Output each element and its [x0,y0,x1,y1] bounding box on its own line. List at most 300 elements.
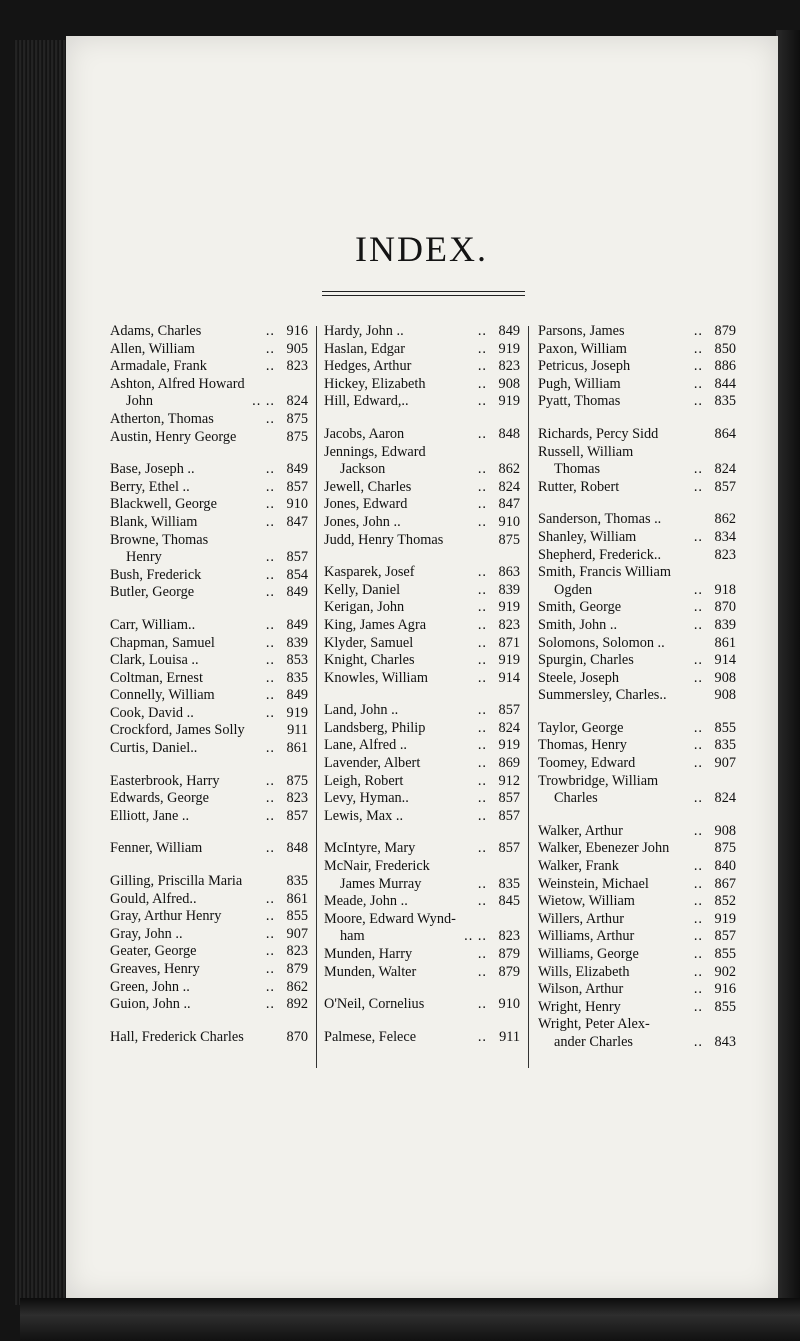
index-entry [324,582,520,600]
entry-page-number: 918 [714,581,736,598]
entry-name: Elliott, Jane .. [110,807,190,824]
entry-page-number: 843 [714,1033,736,1050]
entry-leader [633,444,710,462]
entry-leader: .. [477,564,487,581]
entry-name: Kerigan, John [324,599,405,616]
page-edge-right [776,30,800,1300]
entry-page-number [494,911,520,929]
entry-name: Chapman, Samuel [110,634,215,651]
entry-name: Hardy, John .. [324,323,404,339]
entry-page-number: 879 [286,961,308,977]
entry-name: Jacobs, Aaron [324,425,405,442]
index-entry [324,341,520,359]
index-entry [538,652,736,670]
entry-page-number: 857 [286,807,308,824]
entry-name: Clark, Louisa .. [110,652,199,669]
entry-page-number: 847 [498,496,520,513]
entry-name: Wills, Elizabeth [538,963,630,980]
entry-leader: .. [265,840,275,857]
index-entry [324,376,520,394]
entry-leader: .. [477,893,487,910]
entry-name: Kasparek, Josef [324,564,415,581]
entry-name: Connelly, William [110,687,215,704]
index-entry [110,549,308,567]
entry-page-number: 840 [714,858,736,875]
entry-leader: .. [693,893,703,910]
entry-page-number: 839 [498,581,520,598]
entry-name: Klyder, Samuel [324,634,414,651]
entry-gap [538,411,736,426]
index-entry [538,670,736,688]
entry-name: Hedges, Arthur [324,358,412,375]
entry-leader: .. [265,961,275,977]
entry-leader: .. [477,513,487,530]
entry-leader: .. [693,737,703,754]
index-entry [538,461,736,479]
entry-name: Palmese, Felece [324,1028,417,1045]
entry-leader [208,532,282,550]
entry-page-number: 907 [286,925,308,942]
index-entry [110,740,308,758]
entry-name: Gray, Arthur Henry [110,908,222,925]
entry-gap [110,758,308,773]
index-entry [110,496,308,514]
entry-page-number: 892 [286,996,308,1013]
entry-gap [110,602,308,617]
entry-page-number: 905 [286,340,308,357]
index-entry [538,911,736,929]
entry-page-number: 919 [286,704,308,721]
entry-page-number: 875 [714,840,736,857]
entry-leader: .. [477,737,487,754]
entry-name: Gould, Alfred.. [110,890,197,907]
entry-name: Crockford, James Solly [110,722,245,739]
entry-gap [110,858,308,873]
entry-page-number: 824 [286,393,308,410]
entry-leader: .. [477,340,487,357]
entry-page-number: 854 [286,566,308,583]
index-entry [110,891,308,909]
index-entry [110,514,308,532]
index-entry [324,702,520,720]
entry-leader: .. [265,978,275,995]
index-entry [324,514,520,532]
index-entry [538,617,736,635]
entry-name: Wright, Henry [538,998,621,1015]
entry-page-number: 910 [498,513,520,530]
entry-page-number [710,564,736,582]
index-entry [538,720,736,738]
entry-gap [324,981,520,996]
entry-name: Guion, John .. [110,996,191,1013]
entry-name: Weinstein, Michael [538,875,649,892]
entry-leader: .. [265,478,275,495]
entry-name: Summersley, Charles.. [538,687,667,704]
entry-name: Steele, Joseph [538,669,619,686]
entry-leader: .. [477,1028,487,1045]
entry-leader [426,444,494,462]
entry-name: Jones, Edward [324,496,408,513]
entry-name: Edwards, George [110,790,209,807]
index-entry [538,564,736,582]
entry-leader: .. [265,740,275,757]
entry-name: Henry [126,549,162,566]
entry-leader: .. [265,943,275,960]
entry-leader: .. [265,652,275,669]
entry-name: Easterbrook, Harry [110,772,220,789]
entry-name: Curtis, Daniel.. [110,740,198,757]
index-entry [324,426,520,444]
index-entry [324,790,520,808]
entry-gap [110,825,308,840]
entry-page-number: 919 [498,393,520,410]
entry-name: King, James Agra [324,616,427,633]
index-entry [110,411,308,429]
entry-page-number: 870 [286,1028,308,1045]
entry-leader: .. [265,461,275,478]
index-entry [110,670,308,688]
index-entry [324,964,520,982]
entry-page-number: 875 [286,772,308,789]
entry-name: Walker, Arthur [538,822,623,839]
index-entry [538,840,736,858]
index-entry [110,323,308,341]
entry-page-number: 879 [714,323,736,339]
entry-name: Ashton, Alfred Howard [110,375,245,392]
entry-name: Land, John .. [324,702,399,719]
entry-name: Shanley, William [538,528,637,545]
entry-leader: .. [693,652,703,669]
entry-page-number: 908 [714,822,736,839]
entry-leader: .. [265,687,275,704]
index-entry [324,461,520,479]
entry-leader: .. [265,807,275,824]
index-entry [110,687,308,705]
entry-name: Berry, Ethel .. [110,478,190,495]
entry-page-number: 862 [286,978,308,995]
entry-name: Gray, John .. [110,925,183,942]
entry-leader: .. [693,719,703,736]
entry-name: Butler, George [110,584,195,601]
index-entry [324,996,520,1014]
entry-leader [658,426,710,444]
entry-leader [236,429,282,447]
index-entry [324,670,520,688]
entry-leader: .. [265,566,275,583]
column-divider-2 [528,326,529,1068]
index-entry [324,808,520,826]
entry-page-number: 867 [714,875,736,892]
entry-page-number: 911 [287,722,308,739]
entry-name: Kelly, Daniel [324,581,401,598]
entry-leader: .. .. [464,928,487,945]
entry-leader [430,858,494,876]
entry-gap [324,1014,520,1029]
entry-leader: .. [477,807,487,824]
entry-name: Wilson, Arthur [538,981,624,998]
entry-page-number: 849 [498,323,520,339]
index-entry [324,444,520,462]
entry-leader: .. [693,461,703,478]
entry-name: Fenner, William [110,840,203,857]
entry-leader: .. [693,358,703,375]
entry-name: ander Charles [554,1033,633,1050]
entry-page-number: 848 [498,425,520,442]
index-entry [110,358,308,376]
entry-leader: .. [477,461,487,478]
entry-name: Hickey, Elizabeth [324,375,426,392]
entry-name: Ogden [554,581,593,598]
index-entry [110,1029,308,1047]
entry-leader: .. [477,599,487,616]
entry-page-number: 823 [498,358,520,375]
entry-page-number [282,376,308,394]
entry-leader: .. [693,528,703,545]
entry-page-number: 861 [286,740,308,757]
entry-leader: .. [265,772,275,789]
entry-leader [658,773,710,791]
entry-page-number: 857 [286,478,308,495]
entry-name: Smith, John .. [538,616,618,633]
entry-leader [650,1016,710,1034]
book-spine [14,40,72,1305]
entry-name: Lewis, Max .. [324,807,404,824]
entry-page-number: 907 [714,755,736,772]
entry-name: Jewell, Charles [324,478,412,495]
index-entry [324,946,520,964]
index-entry [538,964,736,982]
entry-gap [324,549,520,564]
index-entry [538,823,736,841]
entry-leader: .. [477,425,487,442]
entry-page-number: 849 [286,461,308,478]
entry-page-number: 864 [714,425,736,442]
entry-page-number: 848 [286,840,308,857]
index-entry [110,908,308,926]
entry-page-number: 919 [498,652,520,669]
index-entry [324,928,520,946]
entry-name: Charles [554,790,598,807]
entry-leader: .. [693,910,703,927]
entry-leader: .. [693,946,703,962]
entry-leader: .. [265,908,275,925]
entry-page-number: 849 [286,687,308,704]
entry-name: Coltman, Ernest [110,669,203,686]
entry-leader: .. [477,719,487,736]
entry-gap [110,446,308,461]
entry-page-number: 823 [498,928,520,945]
entry-page-number: 919 [498,737,520,754]
entry-name: Petricus, Joseph [538,358,631,375]
entry-name: Rutter, Robert [538,478,620,495]
entry-name: Meade, John .. [324,893,408,910]
index-entry [110,567,308,585]
index-column-2 [324,323,520,1046]
entry-name: Russell, William [538,443,634,460]
entry-page-number: 908 [714,669,736,686]
index-entry [324,720,520,738]
index-entry [324,737,520,755]
entry-name: Green, John .. [110,978,190,995]
entry-page-number: 835 [498,875,520,892]
entry-gap [324,687,520,702]
entry-leader: .. [265,925,275,942]
entry-page-number: 824 [714,461,736,478]
title-rule-top [322,291,525,292]
entry-name: Base, Joseph .. [110,461,195,478]
index-entry [110,393,308,411]
entry-page-number [494,444,520,462]
entry-name: Blank, William [110,513,198,530]
index-entry [324,840,520,858]
index-entry [110,873,308,891]
entry-page-number: 912 [498,772,520,789]
entry-page-number: 857 [714,928,736,945]
index-entry [110,996,308,1014]
index-entry [538,444,736,462]
entry-page-number: 839 [714,616,736,633]
entry-page-number: 857 [498,807,520,824]
entry-page-number: 835 [286,669,308,686]
entry-page-number: 823 [498,616,520,633]
entry-page-number: 855 [714,946,736,962]
entry-name: Gilling, Priscilla Maria [110,873,243,890]
entry-page-number: 919 [714,910,736,927]
entry-leader [665,635,710,653]
entry-name: Atherton, Thomas [110,410,214,427]
entry-page-number: 910 [286,496,308,513]
entry-name: Richards, Percy Sidd [538,425,659,442]
index-entry [110,479,308,497]
index-entry [324,532,520,550]
entry-name: Armadale, Frank [110,358,207,375]
index-entry [538,426,736,444]
index-entry [110,617,308,635]
entry-leader: .. [265,704,275,721]
entry-page-number: 844 [714,375,736,392]
entry-page-number: 857 [714,478,736,495]
entry-leader: .. [477,669,487,686]
entry-leader: .. [477,875,487,892]
column-divider-1 [316,326,317,1068]
entry-leader: .. [693,928,703,945]
entry-page-number: 823 [714,546,736,563]
index-entry [538,946,736,964]
entry-leader: .. [477,772,487,789]
index-entry [538,393,736,411]
entry-leader: .. [693,1033,703,1050]
entry-leader: .. .. [252,393,275,410]
entry-name: Williams, Arthur [538,928,635,945]
entry-page-number: 853 [286,652,308,669]
entry-leader: .. [265,340,275,357]
entry-leader: .. [693,790,703,807]
entry-page-number: 855 [286,908,308,925]
entry-page-number: 824 [498,478,520,495]
title-rule-bottom [322,295,525,296]
entry-page-number: 823 [286,790,308,807]
entry-leader: .. [477,375,487,392]
index-entry [538,773,736,791]
entry-page-number: 824 [714,790,736,807]
entry-name: Willers, Arthur [538,910,624,927]
entry-page-number: 857 [498,790,520,807]
index-entry [538,341,736,359]
entry-name: Paxon, William [538,340,627,357]
entry-leader: .. [477,963,487,980]
entry-name: Austin, Henry George [110,428,237,445]
entry-leader: .. [693,581,703,598]
entry-gap [324,825,520,840]
entry-page-number: 908 [498,375,520,392]
entry-page-number: 916 [714,981,736,998]
entry-leader: .. [693,669,703,686]
index-entry [538,582,736,600]
index-entry [324,635,520,653]
entry-leader: .. [265,669,275,686]
entry-name: Smith, George [538,599,622,616]
entry-leader: .. [693,375,703,392]
index-entry [538,981,736,999]
entry-name: Smith, Francis William [538,564,671,581]
entry-name: Pyatt, Thomas [538,393,621,410]
entry-leader: .. [477,393,487,410]
entry-name: John [126,393,154,410]
entry-leader: .. [265,358,275,375]
entry-page-number: 862 [498,461,520,478]
entry-name: Thomas, Henry [538,737,627,754]
entry-page-number: 824 [498,719,520,736]
index-entry [110,584,308,602]
entry-name: Jennings, Edward [324,443,426,460]
entry-name: Cook, David .. [110,704,194,721]
index-entry [538,358,736,376]
entry-name: Munden, Harry [324,946,413,962]
entry-name: Knowles, William [324,669,428,686]
entry-page-number: 861 [286,890,308,907]
entry-name: Greaves, Henry [110,961,200,977]
entry-leader: .. [477,323,487,339]
entry-name: Toomey, Edward [538,755,636,772]
entry-leader [661,547,710,565]
entry-name: Hill, Edward,.. [324,393,409,410]
entry-page-number: 862 [714,511,736,528]
index-entry [538,323,736,341]
entry-leader: .. [693,616,703,633]
entry-page-number: 886 [714,358,736,375]
entry-leader: .. [693,599,703,616]
entry-name: Levy, Hyman.. [324,790,409,807]
index-entry [110,773,308,791]
entry-page-number: 908 [714,687,736,704]
entry-leader [245,376,282,394]
entry-name: Wright, Peter Alex- [538,1016,650,1033]
index-entry [324,617,520,635]
entry-name: Carr, William.. [110,616,196,633]
entry-page-number: 875 [498,531,520,548]
entry-name: Lane, Alfred .. [324,737,407,754]
entry-leader: .. [265,790,275,807]
entry-leader [245,722,282,740]
entry-name: Browne, Thomas [110,531,209,548]
page-edge-bottom [20,1298,800,1341]
entry-name: Hall, Frederick Charles [110,1028,244,1045]
index-entry [110,808,308,826]
entry-page-number: 919 [498,340,520,357]
entry-leader: .. [693,393,703,410]
entry-name: Sanderson, Thomas .. [538,511,662,528]
entry-page-number: 849 [286,616,308,633]
